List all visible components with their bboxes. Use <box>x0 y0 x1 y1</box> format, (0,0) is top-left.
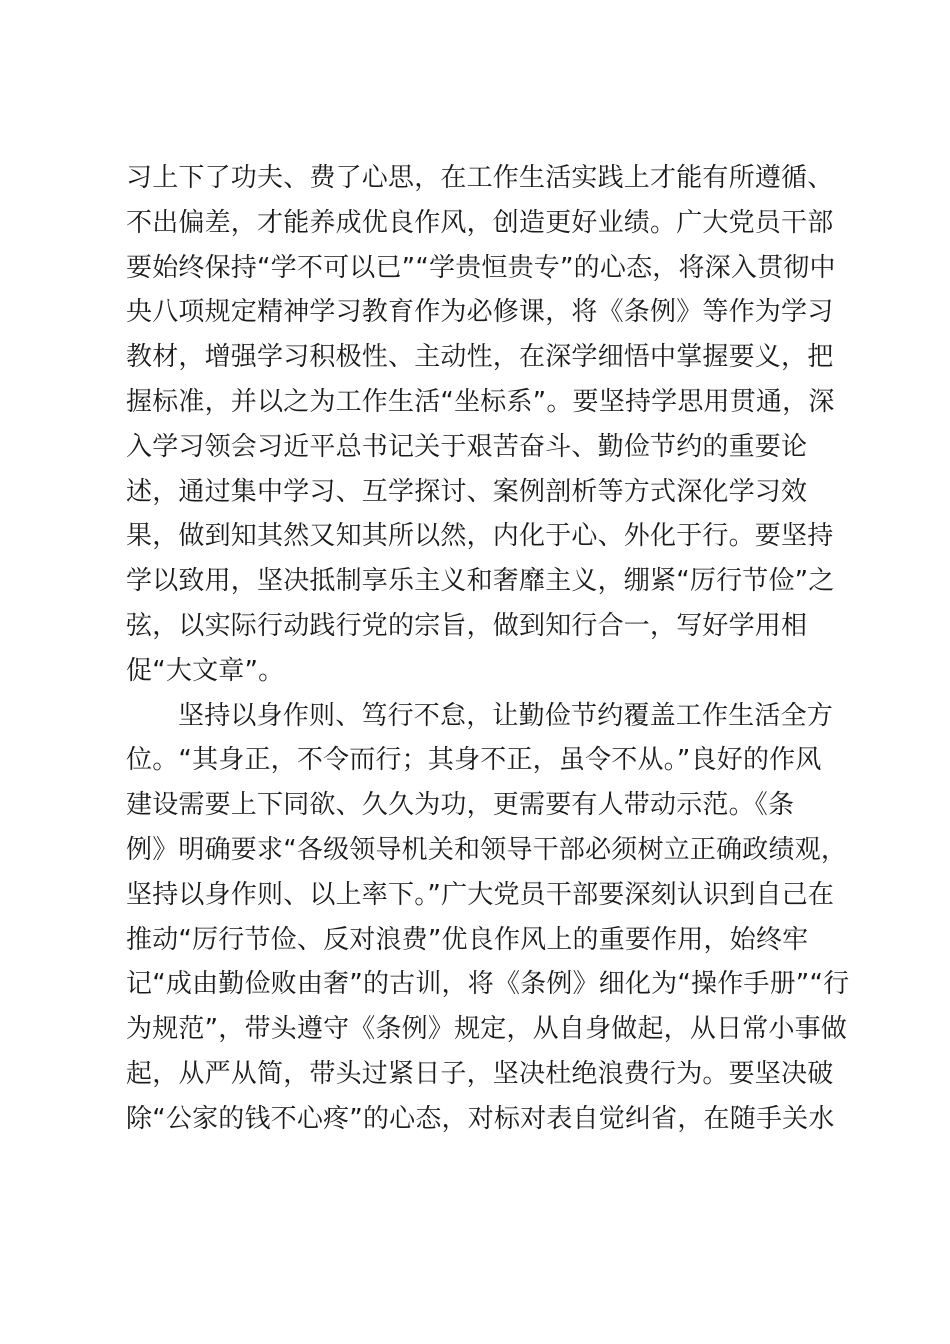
text-line: 果，做到知其然又知其所以然，内化于心、外化于行。要坚持 <box>126 521 834 552</box>
text-line: 推动“厉行节俭、反对浪费”优良作风上的重要作用，始终牢 <box>126 924 809 955</box>
text-line: 学以致用，坚决抵制享乐主义和奢靡主义，绷紧“厉行节俭”之 <box>126 566 835 597</box>
text-line: 习上下了功夫、费了心思，在工作生活实践上才能有所遵循、 <box>126 163 834 193</box>
text-line: 弦，以实际行动践行党的宗旨，做到知行合一，写好学用相 <box>126 610 808 641</box>
body-text <box>126 156 850 1142</box>
text-line: 述，通过集中学习、互学探讨、案例剖析等方式深化学习效 <box>126 476 808 507</box>
paragraph-2 <box>126 694 850 1142</box>
text-line: 央八项规定精神学习教育作为必修课，将《条例》等作为学习 <box>126 297 834 328</box>
text-line: 不出偏差，才能养成优良作风，创造更好业绩。广大党员干部 <box>126 207 834 238</box>
text-line: 握标准，并以之为工作生活“坐标系”。要坚持学思用贯通，深 <box>126 386 835 417</box>
text-line: 建设需要上下同欲、久久为功，更需要有人带动示范。《条 <box>126 790 795 821</box>
text-line: 起，从严从简，带头过紧日子，坚决杜绝浪费行为。要坚决破 <box>126 1058 834 1089</box>
text-line: 要始终保持“学不可以已”“学贵恒贵专”的心态，将深入贯彻中 <box>126 252 836 283</box>
text-line: 促“大文章”。 <box>126 655 285 686</box>
text-line: 教材，增强学习积极性、主动性，在深学细悟中掌握要义，把 <box>126 342 834 373</box>
text-line: 坚持以身作则、笃行不怠，让勤俭节约覆盖工作生活全方 <box>178 700 834 731</box>
text-line: 为规范”，带头遵守《条例》规定，从自身做起，从日常小事做 <box>126 1014 848 1045</box>
text-line: 坚持以身作则、以上率下。”广大党员干部要深刻认识到自己在 <box>126 879 835 910</box>
text-line: 入学习领会习近平总书记关于艰苦奋斗、勤俭节约的重要论 <box>126 431 808 462</box>
text-line: 除“公家的钱不心疼”的心态，对标对表自觉纠省，在随手关水 <box>126 1103 835 1134</box>
text-line: 位。“其身正，不令而行；其身不正，虽令不从。”良好的作风 <box>126 745 822 776</box>
text-line: 记“成由勤俭败由奢”的古训，将《条例》细化为“操作手册”“行 <box>126 969 850 1000</box>
text-line: 例》明确要求“各级领导机关和领导干部必须树立正确政绩观， <box>126 834 848 865</box>
paragraph-1 <box>126 156 846 694</box>
